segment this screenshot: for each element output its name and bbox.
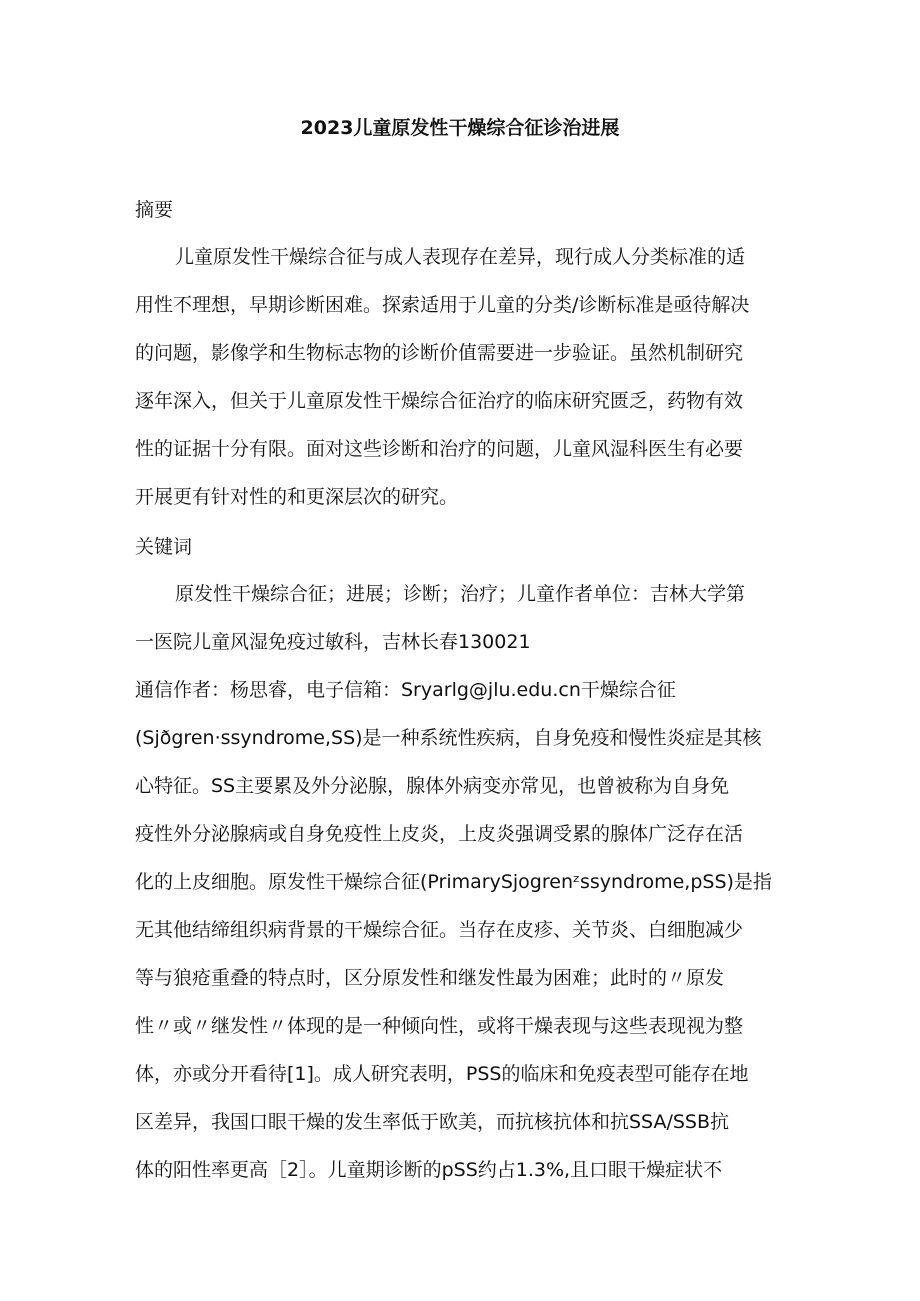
body-line: 化的上皮细胞。原发性干燥综合征(PrimarySjogrenᶻssyndrome,pSS)是指 bbox=[135, 871, 772, 893]
keywords-line: 一医院儿童风湿免疫过敏科，吉林长春130021 bbox=[135, 631, 531, 653]
abstract-line: 儿童原发性干燥综合征与成人表现存在差异，现行成人分类标准的适 bbox=[175, 246, 746, 268]
keywords-line: 原发性干燥综合征；进展；诊断；治疗；儿童作者单位：吉林大学第 bbox=[175, 583, 746, 605]
body-line: 通信作者：杨思睿，电子信箱：Sryarlg@jlu.edu.cn干燥综合征 bbox=[135, 679, 676, 701]
body-line: 心特征。SS主要累及外分泌腺，腺体外病变亦常见，也曾被称为自身免 bbox=[135, 775, 730, 797]
keywords-heading: 关键词 bbox=[135, 536, 193, 558]
body-line: 体，亦或分开看待[1]。成人研究表明，PSS的临床和免疫表型可能存在地 bbox=[135, 1063, 749, 1085]
abstract-line: 逐年深入，但关于儿童原发性干燥综合征治疗的临床研究匮乏，药物有效 bbox=[135, 390, 744, 412]
document-title: 2023儿童原发性干燥综合征诊治进展 bbox=[300, 117, 620, 139]
abstract-line: 的问题，影像学和生物标志物的诊断价值需要进一步验证。虽然机制研究 bbox=[135, 342, 744, 364]
abstract-heading: 摘要 bbox=[135, 199, 174, 221]
abstract-line: 用性不理想，早期诊断困难。探索适用于儿童的分类/诊断标准是亟待解决 bbox=[135, 294, 750, 316]
abstract-line: 开展更有针对性的和更深层次的研究。 bbox=[135, 486, 459, 508]
body-line: 无其他结缔组织病背景的干燥综合征。当存在皮疹、关节炎、白细胞减少 bbox=[135, 919, 744, 941]
body-line: 区差异，我国口眼干燥的发生率低于欧美，而抗核抗体和抗SSA/SSB抗 bbox=[135, 1111, 730, 1133]
body-line: (Sjðgren·ssyndrome,SS)是一种系统性疾病，自身免疫和慢性炎症是其核 bbox=[135, 727, 762, 749]
body-line: 性〃或〃继发性〃体现的是一种倾向性，或将干燥表现与这些表现视为整 bbox=[135, 1015, 744, 1037]
body-line: 体的阳性率更高［2］。儿童期诊断的pSS约占1.3%,且口眼干燥症状不 bbox=[135, 1159, 723, 1181]
body-line: 疫性外分泌腺病或自身免疫性上皮炎，上皮炎强调受累的腺体广泛存在活 bbox=[135, 823, 744, 845]
abstract-line: 性的证据十分有限。面对这些诊断和治疗的问题，儿童风湿科医生有必要 bbox=[135, 438, 744, 460]
body-line: 等与狼疮重叠的特点时，区分原发性和继发性最为困难；此时的〃原发 bbox=[135, 967, 725, 989]
